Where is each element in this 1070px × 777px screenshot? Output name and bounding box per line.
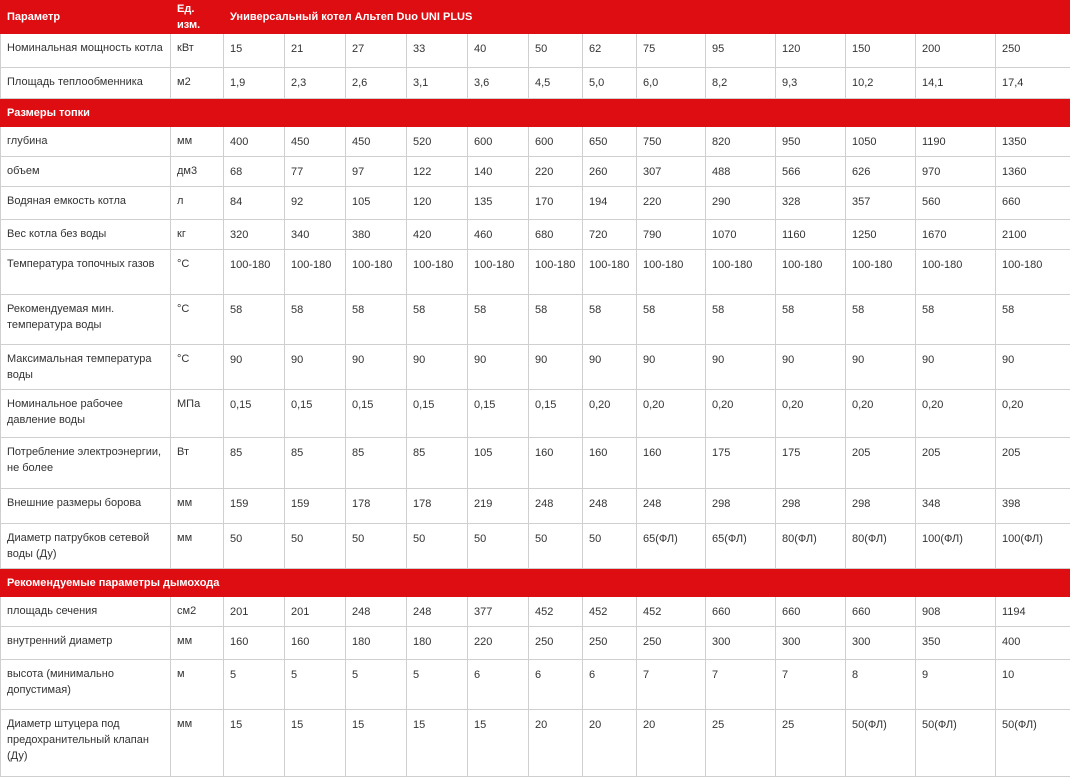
value-cell: 105 [346, 187, 407, 220]
value-cell: 220 [468, 627, 529, 660]
section-header-row [1, 569, 1070, 597]
value-cell: 1050 [846, 127, 916, 157]
value-cell: 220 [637, 187, 706, 220]
unit-cell: МПа [171, 390, 224, 438]
value-cell: 50 [529, 524, 583, 569]
value-cell: 320 [224, 220, 285, 250]
value-cell: 1070 [706, 220, 776, 250]
value-cell: 65(ФЛ) [706, 524, 776, 569]
table-row [1, 345, 1070, 390]
value-cell: 180 [346, 627, 407, 660]
value-cell: 90 [346, 345, 407, 390]
value-cell: 58 [224, 295, 285, 345]
value-cell: 626 [846, 157, 916, 187]
table-row [1, 438, 1070, 489]
value-cell: 20 [583, 710, 637, 777]
table-row [1, 524, 1070, 569]
value-cell: 90 [996, 345, 1070, 390]
value-cell: 95 [706, 34, 776, 68]
value-cell: 100-180 [224, 250, 285, 295]
value-cell: 2,6 [346, 68, 407, 99]
unit-cell: °С [171, 345, 224, 390]
section-title: Размеры топки [1, 99, 1070, 127]
value-cell: 100-180 [407, 250, 468, 295]
value-cell: 105 [468, 438, 529, 489]
value-cell: 5 [224, 660, 285, 710]
param-label: Вес котла без воды [1, 220, 171, 250]
unit-cell: л [171, 187, 224, 220]
unit-cell: мм [171, 127, 224, 157]
value-cell: 420 [407, 220, 468, 250]
value-cell: 6,0 [637, 68, 706, 99]
value-cell: 0,20 [916, 390, 996, 438]
value-cell: 908 [916, 597, 996, 627]
value-cell: 14,1 [916, 68, 996, 99]
param-label: площадь сечения [1, 597, 171, 627]
unit-cell: кг [171, 220, 224, 250]
value-cell: 650 [583, 127, 637, 157]
value-cell: 58 [285, 295, 346, 345]
value-cell: 660 [776, 597, 846, 627]
value-cell: 175 [776, 438, 846, 489]
value-cell: 50(ФЛ) [916, 710, 996, 777]
value-cell: 660 [846, 597, 916, 627]
value-cell: 350 [916, 627, 996, 660]
value-cell: 0,15 [285, 390, 346, 438]
value-cell: 970 [916, 157, 996, 187]
table-row [1, 68, 1070, 99]
specs-table-body [1, 1, 1070, 777]
value-cell: 100(ФЛ) [996, 524, 1070, 569]
value-cell: 92 [285, 187, 346, 220]
value-cell: 160 [224, 627, 285, 660]
value-cell: 90 [468, 345, 529, 390]
value-cell: 660 [996, 187, 1070, 220]
value-cell: 84 [224, 187, 285, 220]
value-cell: 3,1 [407, 68, 468, 99]
value-cell: 15 [224, 34, 285, 68]
unit-cell: °С [171, 295, 224, 345]
value-cell: 219 [468, 489, 529, 524]
value-cell: 0,20 [846, 390, 916, 438]
value-cell: 5,0 [583, 68, 637, 99]
value-cell: 1250 [846, 220, 916, 250]
value-cell: 248 [583, 489, 637, 524]
value-cell: 50(ФЛ) [996, 710, 1070, 777]
value-cell: 1360 [996, 157, 1070, 187]
value-cell: 15 [346, 710, 407, 777]
unit-cell: мм [171, 524, 224, 569]
param-label: Диаметр патрубков сетевой воды (Ду) [1, 524, 171, 569]
value-cell: 20 [637, 710, 706, 777]
value-cell: 201 [285, 597, 346, 627]
unit-cell: Вт [171, 438, 224, 489]
value-cell: 50 [224, 524, 285, 569]
value-cell: 300 [846, 627, 916, 660]
value-cell: 160 [637, 438, 706, 489]
value-cell: 90 [706, 345, 776, 390]
value-cell: 200 [916, 34, 996, 68]
value-cell: 159 [224, 489, 285, 524]
value-cell: 8 [846, 660, 916, 710]
value-cell: 452 [529, 597, 583, 627]
value-cell: 20 [529, 710, 583, 777]
value-cell: 398 [996, 489, 1070, 524]
table-row [1, 250, 1070, 295]
value-cell: 90 [637, 345, 706, 390]
value-cell: 205 [846, 438, 916, 489]
value-cell: 10,2 [846, 68, 916, 99]
value-cell: 97 [346, 157, 407, 187]
value-cell: 50 [285, 524, 346, 569]
param-label: Рекомендуемая мин. температура воды [1, 295, 171, 345]
value-cell: 348 [916, 489, 996, 524]
table-row [1, 597, 1070, 627]
value-cell: 0,15 [224, 390, 285, 438]
value-cell: 377 [468, 597, 529, 627]
table-row [1, 220, 1070, 250]
value-cell: 100-180 [637, 250, 706, 295]
value-cell: 120 [776, 34, 846, 68]
value-cell: 40 [468, 34, 529, 68]
value-cell: 122 [407, 157, 468, 187]
value-cell: 50 [346, 524, 407, 569]
value-cell: 5 [285, 660, 346, 710]
value-cell: 250 [529, 627, 583, 660]
value-cell: 58 [468, 295, 529, 345]
value-cell: 220 [529, 157, 583, 187]
value-cell: 9,3 [776, 68, 846, 99]
unit-cell: мм [171, 489, 224, 524]
value-cell: 600 [529, 127, 583, 157]
value-cell: 750 [637, 127, 706, 157]
value-cell: 7 [637, 660, 706, 710]
value-cell: 340 [285, 220, 346, 250]
value-cell: 58 [346, 295, 407, 345]
value-cell: 178 [407, 489, 468, 524]
value-cell: 180 [407, 627, 468, 660]
value-cell: 260 [583, 157, 637, 187]
value-cell: 307 [637, 157, 706, 187]
unit-cell: мм [171, 710, 224, 777]
value-cell: 85 [285, 438, 346, 489]
value-cell: 100-180 [529, 250, 583, 295]
value-cell: 298 [776, 489, 846, 524]
value-cell: 17,4 [996, 68, 1070, 99]
value-cell: 100-180 [846, 250, 916, 295]
table-row [1, 627, 1070, 660]
value-cell: 1670 [916, 220, 996, 250]
value-cell: 160 [285, 627, 346, 660]
value-cell: 15 [285, 710, 346, 777]
param-label: высота (минимально допустимая) [1, 660, 171, 710]
value-cell: 205 [916, 438, 996, 489]
value-cell: 248 [346, 597, 407, 627]
value-cell: 100-180 [285, 250, 346, 295]
value-cell: 194 [583, 187, 637, 220]
section-title: Рекомендуемые параметры дымохода [1, 569, 1070, 597]
header-param: Параметр [1, 1, 171, 34]
value-cell: 85 [346, 438, 407, 489]
table-row [1, 660, 1070, 710]
value-cell: 0,20 [583, 390, 637, 438]
value-cell: 77 [285, 157, 346, 187]
value-cell: 15 [407, 710, 468, 777]
value-cell: 560 [916, 187, 996, 220]
value-cell: 27 [346, 34, 407, 68]
table-row [1, 34, 1070, 68]
value-cell: 6 [583, 660, 637, 710]
unit-cell: °С [171, 250, 224, 295]
value-cell: 250 [637, 627, 706, 660]
table-row [1, 187, 1070, 220]
value-cell: 90 [529, 345, 583, 390]
value-cell: 680 [529, 220, 583, 250]
value-cell: 660 [706, 597, 776, 627]
value-cell: 950 [776, 127, 846, 157]
value-cell: 300 [776, 627, 846, 660]
value-cell: 50 [529, 34, 583, 68]
value-cell: 15 [224, 710, 285, 777]
value-cell: 65(ФЛ) [637, 524, 706, 569]
value-cell: 1350 [996, 127, 1070, 157]
value-cell: 298 [846, 489, 916, 524]
value-cell: 159 [285, 489, 346, 524]
value-cell: 460 [468, 220, 529, 250]
value-cell: 140 [468, 157, 529, 187]
value-cell: 0,20 [706, 390, 776, 438]
value-cell: 452 [637, 597, 706, 627]
unit-cell: м [171, 660, 224, 710]
param-label: Водяная емкость котла [1, 187, 171, 220]
value-cell: 248 [637, 489, 706, 524]
value-cell: 298 [706, 489, 776, 524]
param-label: Площадь теплообменника [1, 68, 171, 99]
value-cell: 8,2 [706, 68, 776, 99]
table-row [1, 390, 1070, 438]
value-cell: 100(ФЛ) [916, 524, 996, 569]
value-cell: 50 [583, 524, 637, 569]
param-label: Температура топочных газов [1, 250, 171, 295]
value-cell: 7 [776, 660, 846, 710]
section-header-row [1, 99, 1070, 127]
unit-cell: м2 [171, 68, 224, 99]
value-cell: 80(ФЛ) [776, 524, 846, 569]
value-cell: 600 [468, 127, 529, 157]
header-unit: Ед. изм. [171, 1, 224, 34]
value-cell: 328 [776, 187, 846, 220]
value-cell: 452 [583, 597, 637, 627]
value-cell: 0,20 [637, 390, 706, 438]
value-cell: 5 [407, 660, 468, 710]
value-cell: 380 [346, 220, 407, 250]
value-cell: 205 [996, 438, 1070, 489]
value-cell: 58 [846, 295, 916, 345]
value-cell: 58 [706, 295, 776, 345]
value-cell: 0,15 [407, 390, 468, 438]
value-cell: 58 [996, 295, 1070, 345]
value-cell: 248 [529, 489, 583, 524]
value-cell: 58 [583, 295, 637, 345]
value-cell: 0,15 [346, 390, 407, 438]
value-cell: 100-180 [916, 250, 996, 295]
param-label: Номинальная мощность котла [1, 34, 171, 68]
value-cell: 90 [407, 345, 468, 390]
value-cell: 178 [346, 489, 407, 524]
value-cell: 488 [706, 157, 776, 187]
value-cell: 58 [529, 295, 583, 345]
value-cell: 100-180 [996, 250, 1070, 295]
value-cell: 150 [846, 34, 916, 68]
value-cell: 357 [846, 187, 916, 220]
value-cell: 50 [407, 524, 468, 569]
value-cell: 290 [706, 187, 776, 220]
value-cell: 100-180 [706, 250, 776, 295]
value-cell: 4,5 [529, 68, 583, 99]
value-cell: 160 [583, 438, 637, 489]
value-cell: 100-180 [776, 250, 846, 295]
value-cell: 201 [224, 597, 285, 627]
param-label: Внешние размеры борова [1, 489, 171, 524]
value-cell: 175 [706, 438, 776, 489]
value-cell: 1160 [776, 220, 846, 250]
header-title: Универсальный котел Альтеп Duo UNI PLUS [224, 1, 1070, 34]
value-cell: 90 [583, 345, 637, 390]
value-cell: 520 [407, 127, 468, 157]
value-cell: 21 [285, 34, 346, 68]
value-cell: 135 [468, 187, 529, 220]
value-cell: 160 [529, 438, 583, 489]
value-cell: 58 [637, 295, 706, 345]
value-cell: 5 [346, 660, 407, 710]
param-label: Потребление электроэнергии, не более [1, 438, 171, 489]
value-cell: 120 [407, 187, 468, 220]
param-label: Номинальное рабочее давление воды [1, 390, 171, 438]
value-cell: 0,15 [468, 390, 529, 438]
value-cell: 68 [224, 157, 285, 187]
unit-cell: дм3 [171, 157, 224, 187]
table-row [1, 157, 1070, 187]
unit-cell: кВт [171, 34, 224, 68]
value-cell: 170 [529, 187, 583, 220]
value-cell: 1190 [916, 127, 996, 157]
value-cell: 450 [285, 127, 346, 157]
value-cell: 100-180 [468, 250, 529, 295]
value-cell: 90 [285, 345, 346, 390]
value-cell: 50(ФЛ) [846, 710, 916, 777]
value-cell: 90 [776, 345, 846, 390]
value-cell: 2100 [996, 220, 1070, 250]
table-row [1, 295, 1070, 345]
param-label: Максимальная температура воды [1, 345, 171, 390]
value-cell: 85 [407, 438, 468, 489]
param-label: глубина [1, 127, 171, 157]
value-cell: 10 [996, 660, 1070, 710]
value-cell: 0,15 [529, 390, 583, 438]
value-cell: 566 [776, 157, 846, 187]
table-header-row [1, 1, 1070, 34]
table-row [1, 489, 1070, 524]
value-cell: 820 [706, 127, 776, 157]
table-row [1, 710, 1070, 777]
unit-cell: мм [171, 627, 224, 660]
value-cell: 1,9 [224, 68, 285, 99]
value-cell: 62 [583, 34, 637, 68]
value-cell: 3,6 [468, 68, 529, 99]
value-cell: 2,3 [285, 68, 346, 99]
value-cell: 90 [916, 345, 996, 390]
value-cell: 25 [706, 710, 776, 777]
value-cell: 0,20 [996, 390, 1070, 438]
param-label: Диаметр штуцера под предохранительный клапан (Ду) [1, 710, 171, 777]
value-cell: 58 [407, 295, 468, 345]
value-cell: 248 [407, 597, 468, 627]
unit-cell: см2 [171, 597, 224, 627]
value-cell: 75 [637, 34, 706, 68]
value-cell: 15 [468, 710, 529, 777]
value-cell: 90 [846, 345, 916, 390]
value-cell: 33 [407, 34, 468, 68]
value-cell: 100-180 [583, 250, 637, 295]
value-cell: 80(ФЛ) [846, 524, 916, 569]
value-cell: 9 [916, 660, 996, 710]
value-cell: 400 [996, 627, 1070, 660]
value-cell: 85 [224, 438, 285, 489]
value-cell: 25 [776, 710, 846, 777]
value-cell: 1194 [996, 597, 1070, 627]
value-cell: 100-180 [346, 250, 407, 295]
value-cell: 90 [224, 345, 285, 390]
value-cell: 450 [346, 127, 407, 157]
value-cell: 6 [529, 660, 583, 710]
value-cell: 58 [776, 295, 846, 345]
value-cell: 720 [583, 220, 637, 250]
value-cell: 250 [583, 627, 637, 660]
value-cell: 0,20 [776, 390, 846, 438]
value-cell: 790 [637, 220, 706, 250]
value-cell: 300 [706, 627, 776, 660]
value-cell: 50 [468, 524, 529, 569]
table-row [1, 127, 1070, 157]
param-label: объем [1, 157, 171, 187]
value-cell: 250 [996, 34, 1070, 68]
value-cell: 6 [468, 660, 529, 710]
value-cell: 7 [706, 660, 776, 710]
param-label: внутренний диаметр [1, 627, 171, 660]
value-cell: 58 [916, 295, 996, 345]
value-cell: 400 [224, 127, 285, 157]
